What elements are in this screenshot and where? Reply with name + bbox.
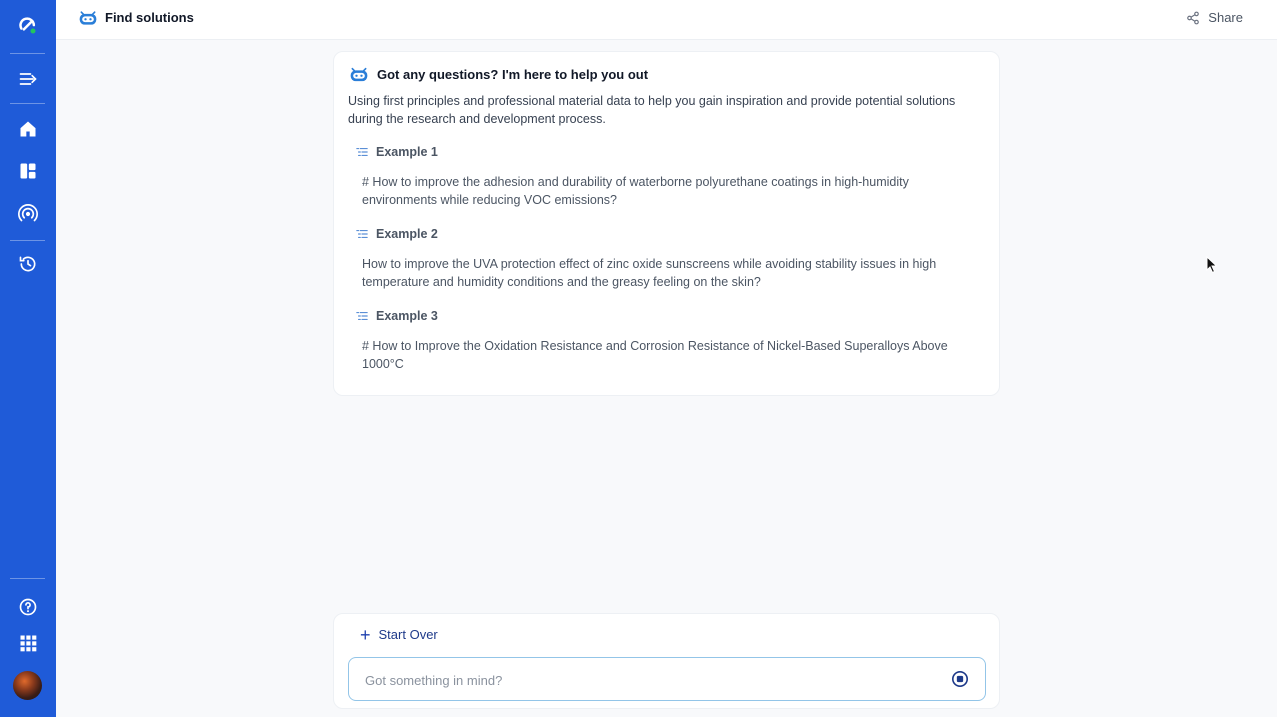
start-over-label: Start Over xyxy=(378,627,438,642)
start-over-button[interactable] xyxy=(360,624,438,645)
sidebar-divider xyxy=(10,240,45,241)
example-label: Example 1 xyxy=(376,145,438,159)
apps-grid-icon[interactable] xyxy=(0,625,56,661)
top-header xyxy=(56,0,1277,40)
robot-icon xyxy=(349,66,369,83)
sidebar-divider xyxy=(10,53,45,54)
example-prompt[interactable]: # How to Improve the Oxidation Resistance and Corrosion Resistance of Nickel-Based Superalloys Above 1000°C xyxy=(362,339,948,371)
example-item xyxy=(356,307,956,373)
example-prompt[interactable]: How to improve the UVA protection effect of zinc oxide sunscreens while avoiding stability issues in high temperature and humidity conditions and the greasy feeling on the skin? xyxy=(362,257,937,289)
intro-card xyxy=(333,51,1000,396)
example-label: Example 3 xyxy=(376,309,438,323)
share-button[interactable] xyxy=(1186,10,1243,25)
dashboard-icon[interactable] xyxy=(0,153,56,189)
list-icon xyxy=(356,228,368,240)
share-label: Share xyxy=(1208,10,1243,25)
example-prompt[interactable]: # How to improve the adhesion and durability of waterborne polyurethane coatings in high-humidity environments while reducing VOC emissions? xyxy=(362,175,909,207)
intro-title: Got any questions? I'm here to help you out xyxy=(377,67,649,82)
example-item xyxy=(356,143,956,209)
avatar[interactable] xyxy=(13,671,42,700)
help-icon[interactable] xyxy=(0,589,56,625)
sidebar-divider xyxy=(10,578,45,579)
sidebar-divider xyxy=(10,103,45,104)
share-icon xyxy=(1186,11,1200,25)
robot-icon xyxy=(78,9,98,27)
list-icon xyxy=(356,310,368,322)
home-icon[interactable] xyxy=(0,111,56,147)
collapse-menu-icon[interactable] xyxy=(0,61,56,97)
example-label: Example 2 xyxy=(376,227,438,241)
intro-card-header xyxy=(349,66,648,83)
example-item xyxy=(356,225,956,291)
composer xyxy=(333,613,1000,709)
intro-description: Using first principles and professional material data to help you gain inspiration and provide potential solutions during the research and development process. xyxy=(348,94,956,126)
list-icon xyxy=(356,146,368,158)
broadcast-icon[interactable] xyxy=(0,196,56,232)
message-input[interactable] xyxy=(363,658,937,702)
sidebar xyxy=(0,0,56,717)
message-input-box xyxy=(348,657,986,701)
logo-icon[interactable] xyxy=(0,8,56,44)
plus-icon: + xyxy=(360,624,371,645)
mouse-cursor-icon xyxy=(1206,256,1218,274)
page-title: Find solutions xyxy=(105,10,194,25)
history-icon[interactable] xyxy=(0,246,56,282)
send-icon[interactable] xyxy=(951,670,969,688)
